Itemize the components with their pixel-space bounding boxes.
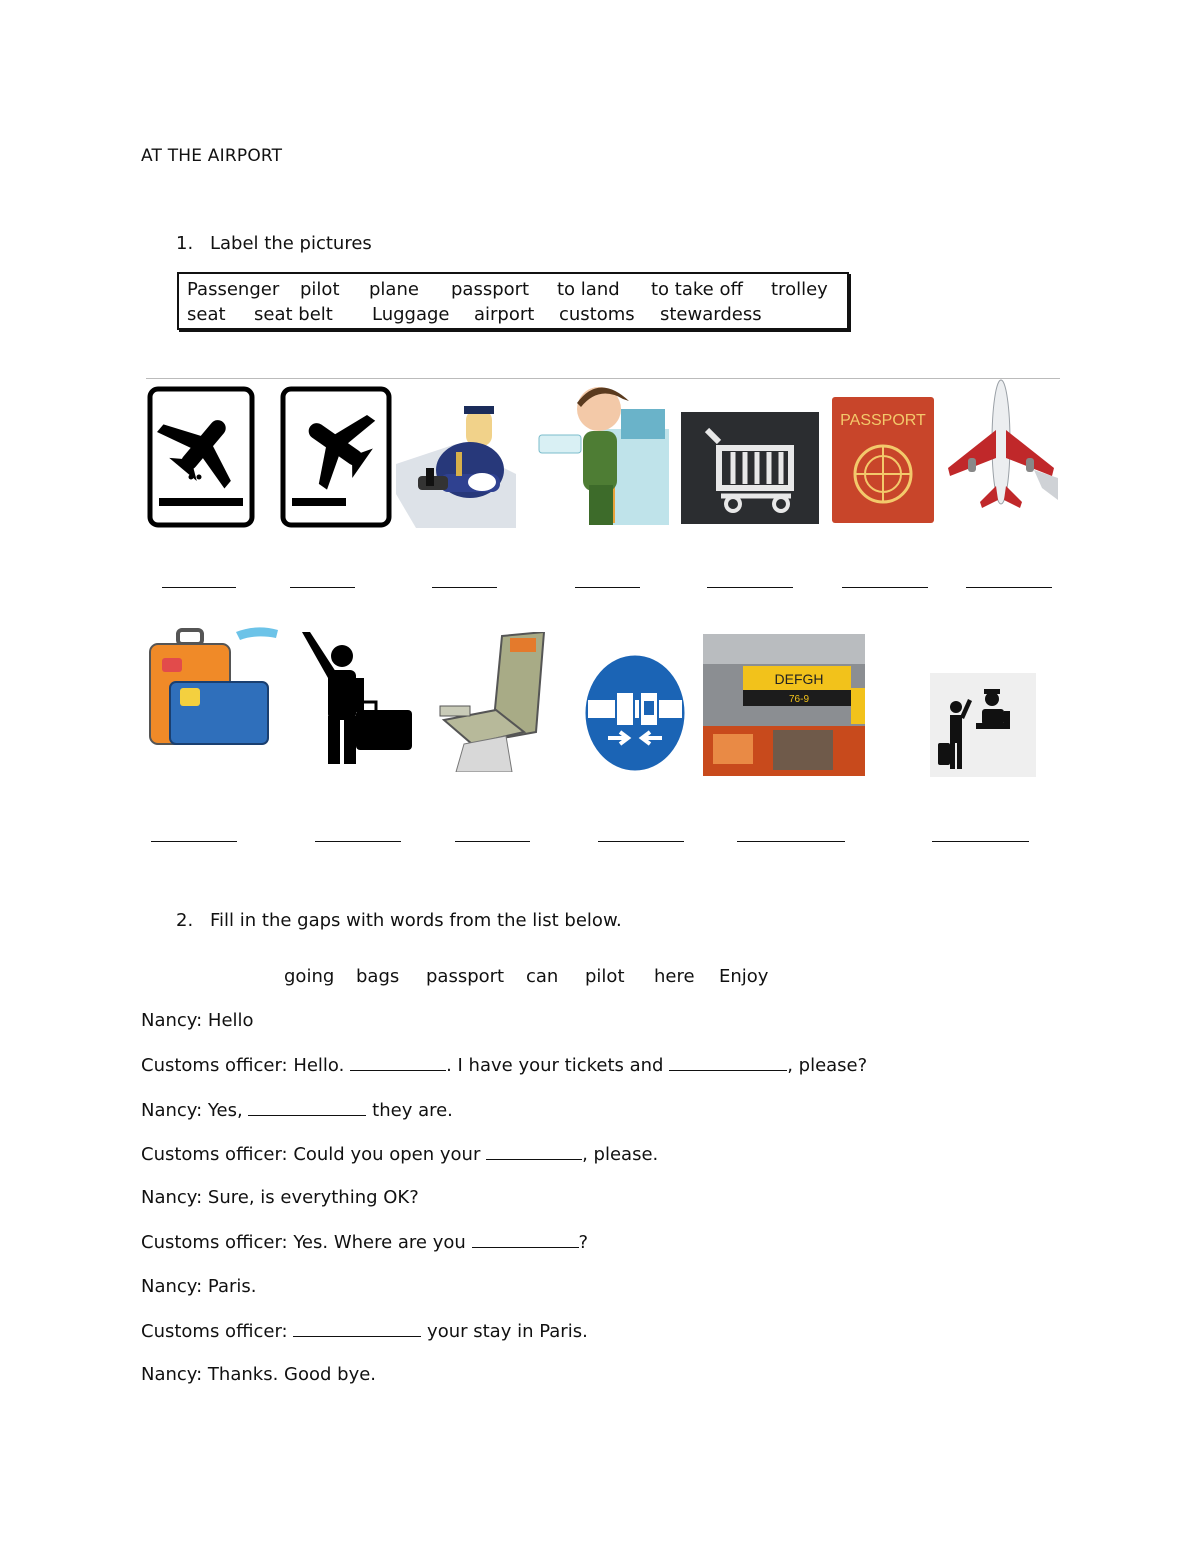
word: pilot [300,279,340,300]
customs-icon [930,673,1036,777]
word: Passenger [187,279,280,300]
dialogue-line [141,1099,453,1121]
dialogue-text: , please? [787,1055,868,1076]
airport-sign-2: 76-9 [788,694,810,705]
answer-blank[interactable] [966,587,1052,588]
dialogue-line [141,1231,588,1253]
dialogue-line [141,1010,254,1031]
word: plane [369,279,419,300]
word: seat [187,304,226,325]
word: to take off [651,279,743,300]
dialogue-line [141,1054,867,1076]
dialogue-line [141,1143,658,1165]
takeoff-icon [280,386,392,528]
plane-icon [946,378,1058,516]
luggage-icon [148,624,280,748]
dialogue-text: Customs officer: Could you open your [141,1144,487,1165]
gap-blank[interactable] [486,1143,582,1160]
section-2-heading [176,910,622,931]
answer-blank[interactable] [455,841,530,842]
answer-blank[interactable] [575,587,640,588]
answer-blank[interactable] [162,587,236,588]
word: can [526,966,559,987]
answer-blank[interactable] [737,841,845,842]
dialogue-line [141,1320,588,1342]
dialogue-text: Customs officer: Yes. Where are you [141,1232,472,1253]
word: trolley [771,279,828,300]
dialogue-text: Customs officer: Hello. [141,1055,351,1076]
answer-blank[interactable] [707,587,793,588]
word: pilot [585,966,625,987]
trolley-icon [681,412,819,524]
gap-blank[interactable] [472,1231,579,1248]
word: stewardess [660,304,762,325]
dialogue-text: Nancy: Sure, is everything OK? [141,1187,419,1208]
word: customs [559,304,635,325]
dialogue-text: Nancy: Thanks. Good bye. [141,1364,377,1385]
section-text: Label the pictures [210,233,372,254]
section-number: 2. [176,910,194,931]
section-1-heading [176,233,372,254]
dialogue-text: , please. [582,1144,659,1165]
passenger-icon [298,632,414,766]
dialogue-text: Customs officer: [141,1321,294,1342]
dialogue-text: . I have your tickets and [446,1055,670,1076]
answer-blank[interactable] [932,841,1029,842]
passport-icon [831,396,935,524]
word: Enjoy [719,966,769,987]
word-box [177,272,849,330]
airport-sign: DEFGH [774,671,824,687]
dialogue-line [141,1187,419,1208]
section-number: 1. [176,233,194,254]
seat-icon [436,632,550,772]
dialogue-text: your stay in Paris. [421,1321,588,1342]
dialogue-line [141,1364,376,1385]
word: seat belt [254,304,333,325]
gap-blank[interactable] [350,1054,446,1071]
word: bags [356,966,400,987]
word: Luggage [372,304,450,325]
dialogue-text: Nancy: Hello [141,1010,254,1031]
answer-blank[interactable] [290,587,355,588]
answer-blank[interactable] [151,841,237,842]
passport-label: PASSPORT [840,412,926,429]
word: passport [426,966,505,987]
stewardess-icon [537,379,671,527]
word: to land [557,279,620,300]
dialogue-text: Nancy: Paris. [141,1276,257,1297]
word: airport [474,304,535,325]
gap-blank[interactable] [248,1099,366,1116]
dialogue-text: ? [578,1232,589,1253]
section-text: Fill in the gaps with words from the list below. [210,910,622,931]
answer-blank[interactable] [598,841,684,842]
word: going [284,966,335,987]
pilot-icon [396,404,516,528]
word: here [654,966,695,987]
answer-blank[interactable] [315,841,401,842]
word: passport [451,279,530,300]
dialogue-text: they are. [366,1100,453,1121]
landing-icon [147,386,255,528]
gap-blank[interactable] [669,1054,787,1071]
dialogue-text: Nancy: Yes, [141,1100,249,1121]
dialogue-line [141,1276,257,1297]
gap-blank[interactable] [293,1320,421,1337]
answer-blank[interactable] [842,587,928,588]
seat-belt-icon [582,652,688,774]
answer-blank[interactable] [432,587,497,588]
page-title: AT THE AIRPORT [141,146,283,166]
airport-icon [703,634,865,776]
